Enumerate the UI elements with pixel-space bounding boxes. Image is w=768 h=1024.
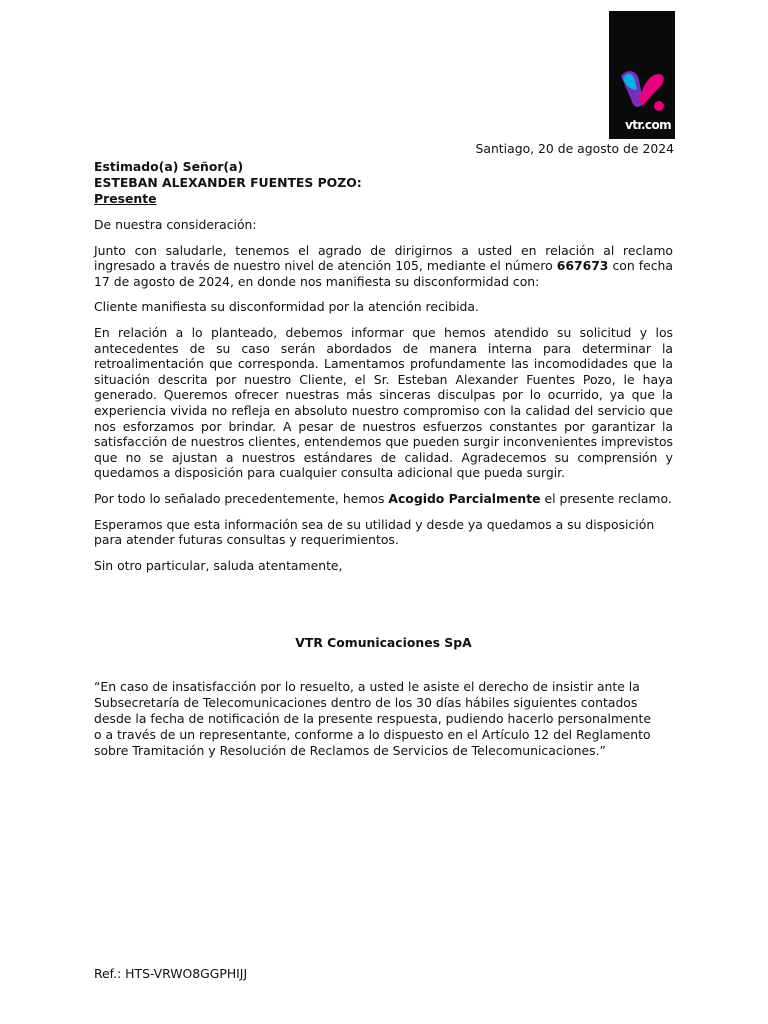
paragraph-resolution-text-start: Por todo lo señalado precedentemente, hemos	[94, 490, 389, 506]
addressee-presente: Presente	[94, 191, 157, 206]
reference-code: Ref.: HTS-VRWO8GGPHIJJ	[94, 966, 248, 981]
paragraph-claim-text-start: Junto con saludarle, tenemos el agrado de dirigirnos a usted en relación al reclamo ingresado a través de nuestro nivel de atención 105, mediante el número	[94, 242, 673, 274]
paragraph-complaint: Cliente manifiesta su disconformidad por la atención recibida.	[94, 299, 479, 315]
paragraph-claim-text-end: con fecha 17 de agosto de 2024, en donde nos manifiesta su disconformidad con:	[94, 258, 673, 289]
addressee-block	[94, 159, 673, 207]
claim-number: 667673	[556, 258, 609, 274]
paragraph-resolution-text-end: el presente reclamo.	[540, 490, 672, 506]
vtr-logo-mark-icon	[617, 66, 667, 116]
vtr-logo-wordmark: vtr.com	[625, 118, 671, 132]
greeting: De nuestra consideración:	[94, 217, 257, 232]
addressee-salutation: Estimado(a) Señor(a)	[94, 159, 244, 174]
letter-body	[94, 159, 673, 573]
paragraph-claim	[94, 243, 673, 290]
signature: VTR Comunicaciones SpA	[295, 635, 472, 650]
resolution-status: Acogido Parcialmente	[388, 490, 541, 506]
letter-date: Santiago, 20 de agosto de 2024	[475, 141, 674, 156]
legal-notice: “En caso de insatisfacción por lo resuelto, a usted le asiste el derecho de insistir ante la Subsecretaría de Telecomunicaciones dentro de los 30 días hábiles siguientes contados desde la fecha de notificación de la presente respuesta, pudiendo hacerlo personalmente o a través de un representante, conforme a lo dispuesto en el Artículo 12 del Reglamento sobre Tramitación y Resolución de Reclamos de Servicios de Telecomunicaciones.”	[94, 679, 651, 758]
paragraph-availability: Esperamos que esta información sea de su utilidad y desde ya quedamos a su disposición para atender futuras consultas y requerimientos.	[94, 516, 655, 548]
closing-line: Sin otro particular, saluda atentamente,	[94, 557, 343, 573]
paragraph-resolution	[94, 491, 673, 507]
paragraph-response: En relación a lo planteado, debemos informar que hemos atendido su solicitud y los antecedentes de su caso serán abordados de manera interna para determinar la retroalimentación que corresponda. Lamentamos profundamente las incomodidades que la situación descrita por nuestro Cliente, el Sr. Esteban Alexander Fuentes Pozo, le haya generado. Queremos ofrecer nuestras más sinceras disculpas por lo ocurrido, ya que la experiencia vivida no refleja en absoluto nuestro compromiso con la calidad del servicio que nos esforzamos por brindar. A pesar de nuestros esfuerzos constantes por garantizar la satisfacción de nuestros clientes, entendemos que pueden surgir inconvenientes imprevistos que no se ajustan a nuestros estándares de calidad. Agradecemos su comprensión y quedamos a disposición para cualquier consulta adicional que pueda surgir.	[94, 324, 673, 481]
addressee-name: ESTEBAN ALEXANDER FUENTES POZO:	[94, 175, 362, 190]
vtr-logo	[609, 11, 675, 139]
